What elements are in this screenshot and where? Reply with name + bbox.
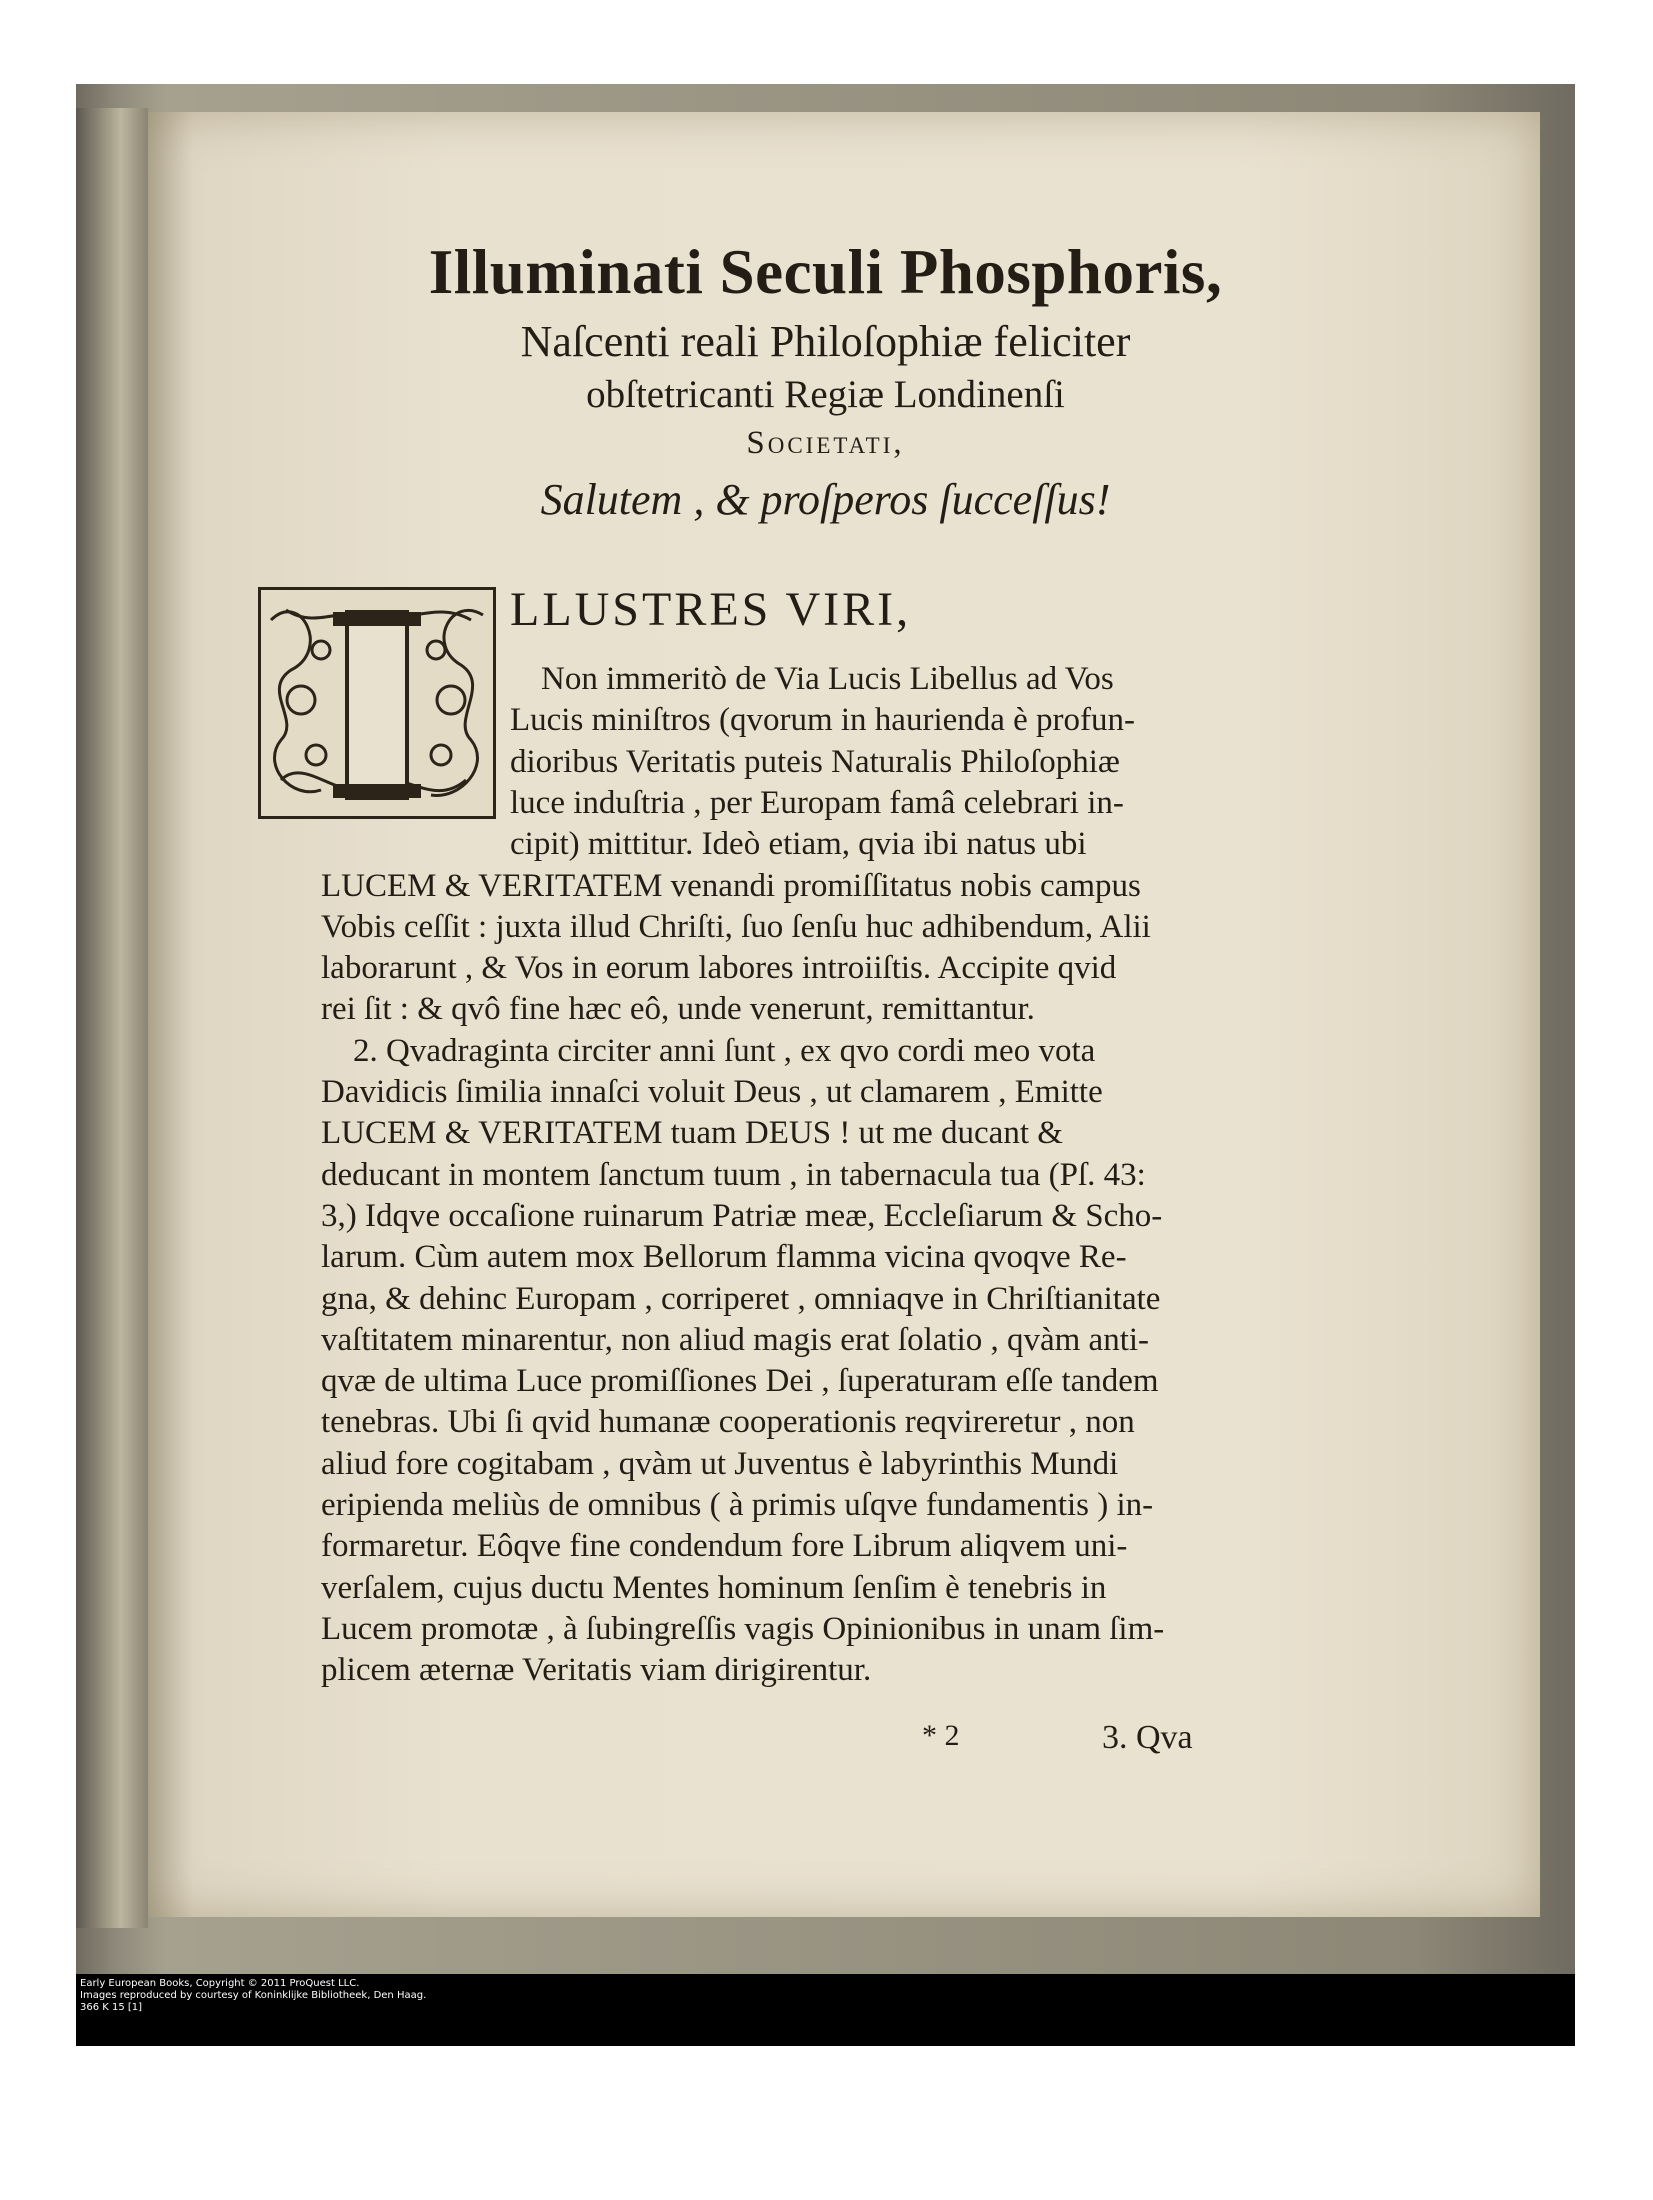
body-line: Vobis ceſſit : juxta illud Chriſti, ſuo ſenſu huc adhibendum, Alii [321, 909, 1151, 945]
body-line: laborarunt , & Vos in eorum labores introiiſtis. Accipite qvid [321, 950, 1117, 986]
body-line: Lucis miniſtros (qvorum in haurienda è profun- [510, 702, 1136, 738]
body-line: luce induſtria , per Europam famâ celebrari in- [510, 785, 1124, 821]
heading-line-2: Naſcenti reali Philoſophiæ feliciter [520, 317, 1131, 366]
body-line: Lucem promotæ , à ſubingreſſis vagis Opinionibus in unam ſim- [321, 1611, 1165, 1647]
body-line: cipit) mittitur. Ideò etiam, qvia ibi natus ubi [510, 826, 1087, 862]
body-line: qvæ de ultima Luce promiſſiones Dei , ſuperaturam eſſe tandem [321, 1363, 1159, 1399]
address-line: LLUSTRES VIRI, [510, 583, 912, 636]
footer-line-2: Images reproduced by courtesy of Koninklijke Bibliotheek, Den Haag. [80, 1990, 427, 2001]
heading-line-4: Societati, [746, 425, 905, 461]
scanned-book-image [76, 84, 1575, 2046]
initial-letter [261, 590, 262, 591]
decorated-initial [258, 587, 496, 819]
footer-line-3: 366 K 15 [1] [80, 2002, 143, 2013]
body-line: Davidicis ſimilia innaſci voluit Deus , ut clamarem , Emitte [321, 1074, 1103, 1110]
body-line: LUCEM & VERITATEM venandi promiſſitatus nobis campus [321, 868, 1141, 904]
body-line: LUCEM & VERITATEM tuam DEUS ! ut me ducant & [321, 1115, 1063, 1151]
body-line: 3,) Idqve occaſione ruinarum Patriæ meæ, Eccleſiarum & Scho- [321, 1198, 1163, 1234]
body-line: larum. Cùm autem mox Bellorum flamma vicina qvoqve Re- [321, 1239, 1127, 1275]
salutation: Salutem , & proſperos ſucceſſus! [540, 475, 1111, 524]
body-line: Non immeritò de Via Lucis Libellus ad Vos [541, 661, 1114, 697]
body-line: aliud fore cogitabam , qvàm ut Juventus è labyrinthis Mundi [321, 1446, 1119, 1482]
body-line: 2. Qvadraginta circiter anni ſunt , ex qvo cordi meo vota [353, 1033, 1096, 1069]
page-title: Illuminati Seculi Phosphoris, [428, 237, 1223, 307]
body-line: formaretur. Eôqve fine condendum fore Librum aliqvem uni- [321, 1528, 1128, 1564]
body-line: tenebras. Ubi ſi qvid humanæ cooperationis reqvireretur , non [321, 1404, 1135, 1440]
body-line: gna, & dehinc Europam , corriperet , omniaqve in Chriſtianitate [321, 1281, 1161, 1317]
body-line: deducant in montem ſanctum tuum , in tabernacula tua (Pſ. 43: [321, 1157, 1146, 1193]
body-line: eripienda meliùs de omnibus ( à primis uſqve fundamentis ) in- [321, 1487, 1154, 1523]
body-line: plicem æternæ Veritatis viam dirigirentur. [321, 1652, 872, 1688]
body-line: dioribus Veritatis puteis Naturalis Philoſophiæ [510, 744, 1120, 780]
catchword: 3. Qva [1102, 1719, 1193, 1756]
body-line: verſalem, cujus ductu Mentes hominum ſenſim è tenebris in [321, 1570, 1107, 1606]
copyright-footer [76, 1974, 1575, 2046]
body-line: rei ſit : & qvô fine hæc eô, unde venerunt, remittantur. [321, 991, 1035, 1027]
ornament-icon [261, 590, 493, 816]
signature-mark: * 2 [922, 1719, 960, 1752]
body-line: vaſtitatem minarentur, non aliud magis erat ſolatio , qvàm anti- [321, 1322, 1150, 1358]
footer-line-1: Early European Books, Copyright © 2011 ProQuest LLC. [80, 1978, 360, 1989]
heading-line-3: obſtetricanti Regiæ Londinenſi [586, 373, 1065, 416]
